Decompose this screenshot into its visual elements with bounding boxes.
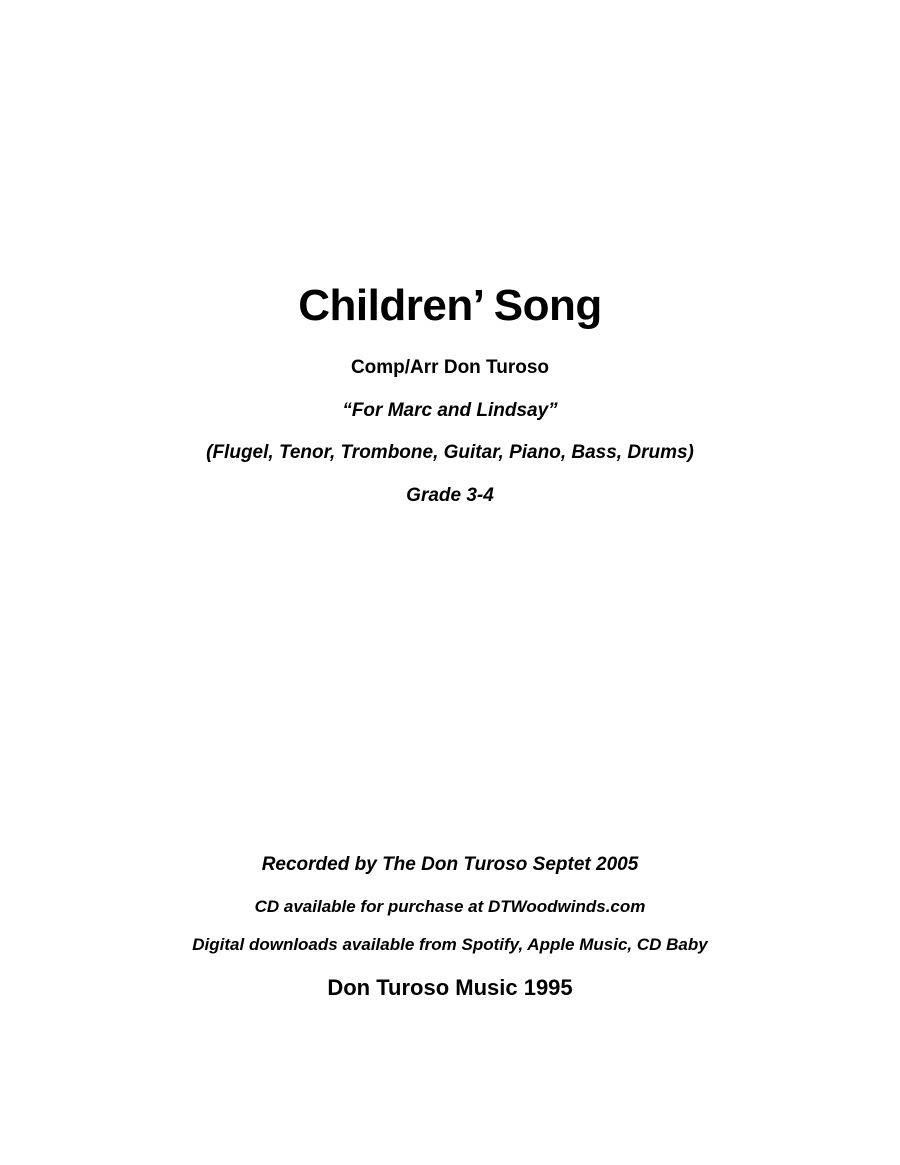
composer-credit: Comp/Arr Don Turoso bbox=[350, 357, 550, 378]
instrumentation: (Flugel, Tenor, Trombone, Guitar, Piano, Bass, Drums) bbox=[206, 442, 694, 463]
grade-level: Grade 3-4 bbox=[406, 485, 494, 506]
dedication: “For Marc and Lindsay” bbox=[342, 400, 558, 421]
song-title: Children’ Song bbox=[298, 281, 602, 330]
digital-availability: Digital downloads available from Spotify, Apple Music, CD Baby bbox=[192, 935, 708, 954]
recording-credit: Recorded by The Don Turoso Septet 2005 bbox=[261, 854, 639, 875]
cd-availability: CD available for purchase at DTWoodwinds.com bbox=[254, 897, 646, 916]
copyright-notice: Don Turoso Music 1995 bbox=[327, 975, 573, 1000]
